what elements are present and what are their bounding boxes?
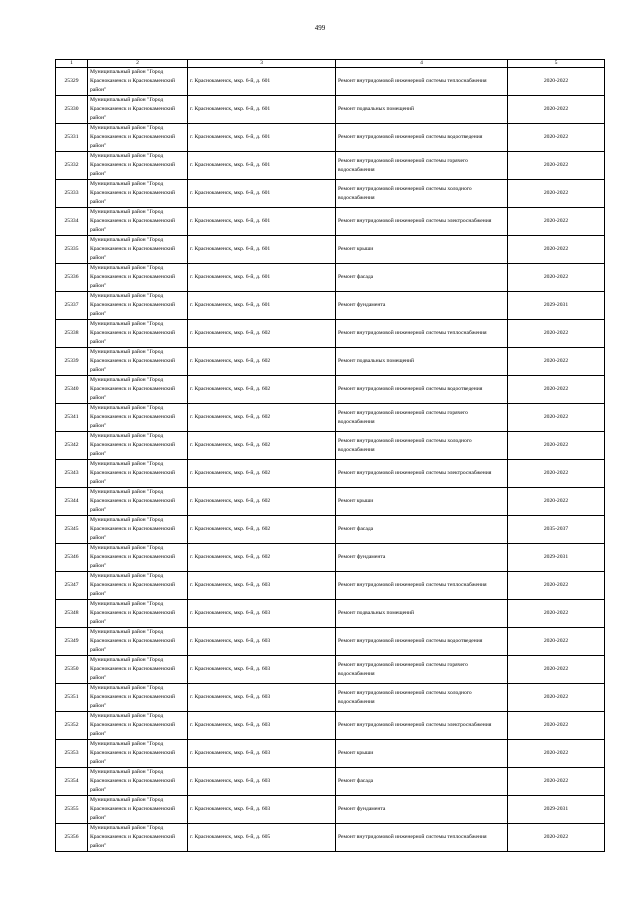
period-cell: 2020-2022 — [508, 96, 605, 124]
table-row — [56, 208, 605, 236]
municipality-cell: Муниципальный район "Город Краснокаменск и Краснокаменский район" — [88, 488, 188, 516]
table-row — [56, 656, 605, 684]
address-cell: г. Краснокаменск, мкр. 6-й, д. 603 — [188, 712, 336, 740]
row-number: 25356 — [56, 824, 88, 852]
row-number: 25349 — [56, 628, 88, 656]
period-cell: 2020-2022 — [508, 740, 605, 768]
municipality-cell: Муниципальный район "Город Краснокаменск и Краснокаменский район" — [88, 628, 188, 656]
period-cell: 2029-2031 — [508, 796, 605, 824]
table-row — [56, 600, 605, 628]
row-number: 25332 — [56, 152, 88, 180]
period-cell: 2020-2022 — [508, 572, 605, 600]
municipality-cell: Муниципальный район "Город Краснокаменск и Краснокаменский район" — [88, 152, 188, 180]
column-number: 2 — [88, 60, 188, 68]
municipality-cell: Муниципальный район "Город Краснокаменск и Краснокаменский район" — [88, 740, 188, 768]
work-type-cell: Ремонт внутридомовой инженерной системы водоотведения — [336, 376, 508, 404]
period-cell: 2020-2022 — [508, 712, 605, 740]
repair-schedule-table — [55, 59, 605, 852]
municipality-cell: Муниципальный район "Город Краснокаменск и Краснокаменский район" — [88, 264, 188, 292]
municipality-cell: Муниципальный район "Город Краснокаменск и Краснокаменский район" — [88, 712, 188, 740]
work-type-cell: Ремонт внутридомовой инженерной системы теплоснабжения — [336, 572, 508, 600]
table-row — [56, 460, 605, 488]
work-type-cell: Ремонт подвальных помещений — [336, 348, 508, 376]
work-type-cell: Ремонт фасада — [336, 264, 508, 292]
address-cell: г. Краснокаменск, мкр. 6-й, д. 601 — [188, 236, 336, 264]
period-cell: 2020-2022 — [508, 236, 605, 264]
address-cell: г. Краснокаменск, мкр. 6-й, д. 602 — [188, 404, 336, 432]
table-row — [56, 236, 605, 264]
table-row — [56, 180, 605, 208]
address-cell: г. Краснокаменск, мкр. 6-й, д. 605 — [188, 824, 336, 852]
municipality-cell: Муниципальный район "Город Краснокаменск и Краснокаменский район" — [88, 292, 188, 320]
table-row — [56, 796, 605, 824]
column-number: 3 — [188, 60, 336, 68]
period-cell: 2020-2022 — [508, 320, 605, 348]
municipality-cell: Муниципальный район "Город Краснокаменск и Краснокаменский район" — [88, 348, 188, 376]
table-row — [56, 516, 605, 544]
row-number: 25354 — [56, 768, 88, 796]
row-number: 25338 — [56, 320, 88, 348]
row-number: 25353 — [56, 740, 88, 768]
row-number: 25331 — [56, 124, 88, 152]
municipality-cell: Муниципальный район "Город Краснокаменск и Краснокаменский район" — [88, 124, 188, 152]
municipality-cell: Муниципальный район "Город Краснокаменск и Краснокаменский район" — [88, 516, 188, 544]
work-type-cell: Ремонт внутридомовой инженерной системы холодного водоснабжения — [336, 432, 508, 460]
table-row — [56, 768, 605, 796]
row-number: 25348 — [56, 600, 88, 628]
period-cell: 2020-2022 — [508, 404, 605, 432]
municipality-cell: Муниципальный район "Город Краснокаменск и Краснокаменский район" — [88, 236, 188, 264]
work-type-cell: Ремонт крыши — [336, 488, 508, 516]
address-cell: г. Краснокаменск, мкр. 6-й, д. 602 — [188, 460, 336, 488]
table-row — [56, 264, 605, 292]
table-row — [56, 376, 605, 404]
address-cell: г. Краснокаменск, мкр. 6-й, д. 601 — [188, 264, 336, 292]
address-cell: г. Краснокаменск, мкр. 6-й, д. 601 — [188, 68, 336, 96]
address-cell: г. Краснокаменск, мкр. 6-й, д. 601 — [188, 152, 336, 180]
address-cell: г. Краснокаменск, мкр. 6-й, д. 602 — [188, 320, 336, 348]
address-cell: г. Краснокаменск, мкр. 6-й, д. 601 — [188, 180, 336, 208]
address-cell: г. Краснокаменск, мкр. 6-й, д. 602 — [188, 488, 336, 516]
period-cell: 2020-2022 — [508, 68, 605, 96]
municipality-cell: Муниципальный район "Город Краснокаменск и Краснокаменский район" — [88, 796, 188, 824]
work-type-cell: Ремонт внутридомовой инженерной системы теплоснабжения — [336, 320, 508, 348]
period-cell: 2020-2022 — [508, 460, 605, 488]
work-type-cell: Ремонт внутридомовой инженерной системы водоотведения — [336, 124, 508, 152]
table-row — [56, 68, 605, 96]
table-row — [56, 740, 605, 768]
work-type-cell: Ремонт внутридомовой инженерной системы холодного водоснабжения — [336, 180, 508, 208]
municipality-cell: Муниципальный район "Город Краснокаменск и Краснокаменский район" — [88, 432, 188, 460]
period-cell: 2035-2037 — [508, 516, 605, 544]
row-number: 25352 — [56, 712, 88, 740]
municipality-cell: Муниципальный район "Город Краснокаменск и Краснокаменский район" — [88, 544, 188, 572]
address-cell: г. Краснокаменск, мкр. 6-й, д. 601 — [188, 124, 336, 152]
period-cell: 2020-2022 — [508, 656, 605, 684]
work-type-cell: Ремонт внутридомовой инженерной системы электроснабжения — [336, 460, 508, 488]
address-cell: г. Краснокаменск, мкр. 6-й, д. 603 — [188, 684, 336, 712]
address-cell: г. Краснокаменск, мкр. 6-й, д. 602 — [188, 544, 336, 572]
work-type-cell: Ремонт внутридомовой инженерной системы водоотведения — [336, 628, 508, 656]
column-number: 1 — [56, 60, 88, 68]
column-number-row — [56, 60, 605, 68]
work-type-cell: Ремонт подвальных помещений — [336, 96, 508, 124]
work-type-cell: Ремонт внутридомовой инженерной системы горячего водоснабжения — [336, 656, 508, 684]
work-type-cell: Ремонт подвальных помещений — [336, 600, 508, 628]
column-number: 5 — [508, 60, 605, 68]
municipality-cell: Муниципальный район "Город Краснокаменск и Краснокаменский район" — [88, 684, 188, 712]
period-cell: 2020-2022 — [508, 432, 605, 460]
work-type-cell: Ремонт внутридомовой инженерной системы горячего водоснабжения — [336, 404, 508, 432]
row-number: 25341 — [56, 404, 88, 432]
address-cell: г. Краснокаменск, мкр. 6-й, д. 601 — [188, 208, 336, 236]
address-cell: г. Краснокаменск, мкр. 6-й, д. 603 — [188, 768, 336, 796]
address-cell: г. Краснокаменск, мкр. 6-й, д. 602 — [188, 376, 336, 404]
work-type-cell: Ремонт внутридомовой инженерной системы теплоснабжения — [336, 68, 508, 96]
work-type-cell: Ремонт фасада — [336, 768, 508, 796]
table-row — [56, 824, 605, 852]
work-type-cell: Ремонт крыши — [336, 236, 508, 264]
municipality-cell: Муниципальный район "Город Краснокаменск и Краснокаменский район" — [88, 768, 188, 796]
row-number: 25333 — [56, 180, 88, 208]
municipality-cell: Муниципальный район "Город Краснокаменск и Краснокаменский район" — [88, 68, 188, 96]
work-type-cell: Ремонт внутридомовой инженерной системы холодного водоснабжения — [336, 684, 508, 712]
table-row — [56, 712, 605, 740]
table-row — [56, 572, 605, 600]
work-type-cell: Ремонт фундамента — [336, 292, 508, 320]
page-number: 499 — [314, 24, 326, 32]
row-number: 25344 — [56, 488, 88, 516]
row-number: 25342 — [56, 432, 88, 460]
address-cell: г. Краснокаменск, мкр. 6-й, д. 602 — [188, 432, 336, 460]
table-row — [56, 684, 605, 712]
period-cell: 2020-2022 — [508, 124, 605, 152]
row-number: 25346 — [56, 544, 88, 572]
address-cell: г. Краснокаменск, мкр. 6-й, д. 601 — [188, 96, 336, 124]
address-cell: г. Краснокаменск, мкр. 6-й, д. 603 — [188, 600, 336, 628]
period-cell: 2020-2022 — [508, 488, 605, 516]
municipality-cell: Муниципальный район "Город Краснокаменск и Краснокаменский район" — [88, 656, 188, 684]
address-cell: г. Краснокаменск, мкр. 6-й, д. 603 — [188, 572, 336, 600]
row-number: 25335 — [56, 236, 88, 264]
period-cell: 2020-2022 — [508, 768, 605, 796]
table-row — [56, 432, 605, 460]
row-number: 25345 — [56, 516, 88, 544]
table-row — [56, 544, 605, 572]
table-row — [56, 96, 605, 124]
period-cell: 2029-2031 — [508, 544, 605, 572]
row-number: 25339 — [56, 348, 88, 376]
municipality-cell: Муниципальный район "Город Краснокаменск и Краснокаменский район" — [88, 320, 188, 348]
municipality-cell: Муниципальный район "Город Краснокаменск и Краснокаменский район" — [88, 460, 188, 488]
row-number: 25329 — [56, 68, 88, 96]
municipality-cell: Муниципальный район "Город Краснокаменск и Краснокаменский район" — [88, 376, 188, 404]
table-row — [56, 348, 605, 376]
period-cell: 2020-2022 — [508, 264, 605, 292]
table-row — [56, 404, 605, 432]
period-cell: 2029-2031 — [508, 292, 605, 320]
period-cell: 2020-2022 — [508, 152, 605, 180]
address-cell: г. Краснокаменск, мкр. 6-й, д. 602 — [188, 348, 336, 376]
table-row — [56, 152, 605, 180]
address-cell: г. Краснокаменск, мкр. 6-й, д. 601 — [188, 292, 336, 320]
municipality-cell: Муниципальный район "Город Краснокаменск и Краснокаменский район" — [88, 600, 188, 628]
table-row — [56, 628, 605, 656]
period-cell: 2020-2022 — [508, 684, 605, 712]
table-body — [56, 60, 605, 852]
row-number: 25336 — [56, 264, 88, 292]
municipality-cell: Муниципальный район "Город Краснокаменск и Краснокаменский район" — [88, 824, 188, 852]
municipality-cell: Муниципальный район "Город Краснокаменск и Краснокаменский район" — [88, 572, 188, 600]
period-cell: 2020-2022 — [508, 208, 605, 236]
work-type-cell: Ремонт фундамента — [336, 544, 508, 572]
municipality-cell: Муниципальный район "Город Краснокаменск и Краснокаменский район" — [88, 404, 188, 432]
row-number: 25330 — [56, 96, 88, 124]
table-row — [56, 124, 605, 152]
period-cell: 2020-2022 — [508, 600, 605, 628]
table-row — [56, 320, 605, 348]
work-type-cell: Ремонт внутридомовой инженерной системы горячего водоснабжения — [336, 152, 508, 180]
row-number: 25355 — [56, 796, 88, 824]
work-type-cell: Ремонт внутридомовой инженерной системы теплоснабжения — [336, 824, 508, 852]
address-cell: г. Краснокаменск, мкр. 6-й, д. 603 — [188, 656, 336, 684]
work-type-cell: Ремонт фасада — [336, 516, 508, 544]
column-number: 4 — [336, 60, 508, 68]
period-cell: 2020-2022 — [508, 824, 605, 852]
period-cell: 2020-2022 — [508, 376, 605, 404]
row-number: 25334 — [56, 208, 88, 236]
row-number: 25340 — [56, 376, 88, 404]
address-cell: г. Краснокаменск, мкр. 6-й, д. 603 — [188, 796, 336, 824]
row-number: 25347 — [56, 572, 88, 600]
row-number: 25343 — [56, 460, 88, 488]
row-number: 25337 — [56, 292, 88, 320]
row-number: 25351 — [56, 684, 88, 712]
period-cell: 2020-2022 — [508, 180, 605, 208]
address-cell: г. Краснокаменск, мкр. 6-й, д. 603 — [188, 628, 336, 656]
address-cell: г. Краснокаменск, мкр. 6-й, д. 603 — [188, 740, 336, 768]
municipality-cell: Муниципальный район "Город Краснокаменск и Краснокаменский район" — [88, 96, 188, 124]
row-number: 25350 — [56, 656, 88, 684]
address-cell: г. Краснокаменск, мкр. 6-й, д. 602 — [188, 516, 336, 544]
period-cell: 2020-2022 — [508, 628, 605, 656]
municipality-cell: Муниципальный район "Город Краснокаменск и Краснокаменский район" — [88, 180, 188, 208]
work-type-cell: Ремонт внутридомовой инженерной системы электроснабжения — [336, 712, 508, 740]
table-row — [56, 292, 605, 320]
work-type-cell: Ремонт крыши — [336, 740, 508, 768]
period-cell: 2020-2022 — [508, 348, 605, 376]
table-row — [56, 488, 605, 516]
work-type-cell: Ремонт внутридомовой инженерной системы электроснабжения — [336, 208, 508, 236]
work-type-cell: Ремонт фундамента — [336, 796, 508, 824]
municipality-cell: Муниципальный район "Город Краснокаменск и Краснокаменский район" — [88, 208, 188, 236]
